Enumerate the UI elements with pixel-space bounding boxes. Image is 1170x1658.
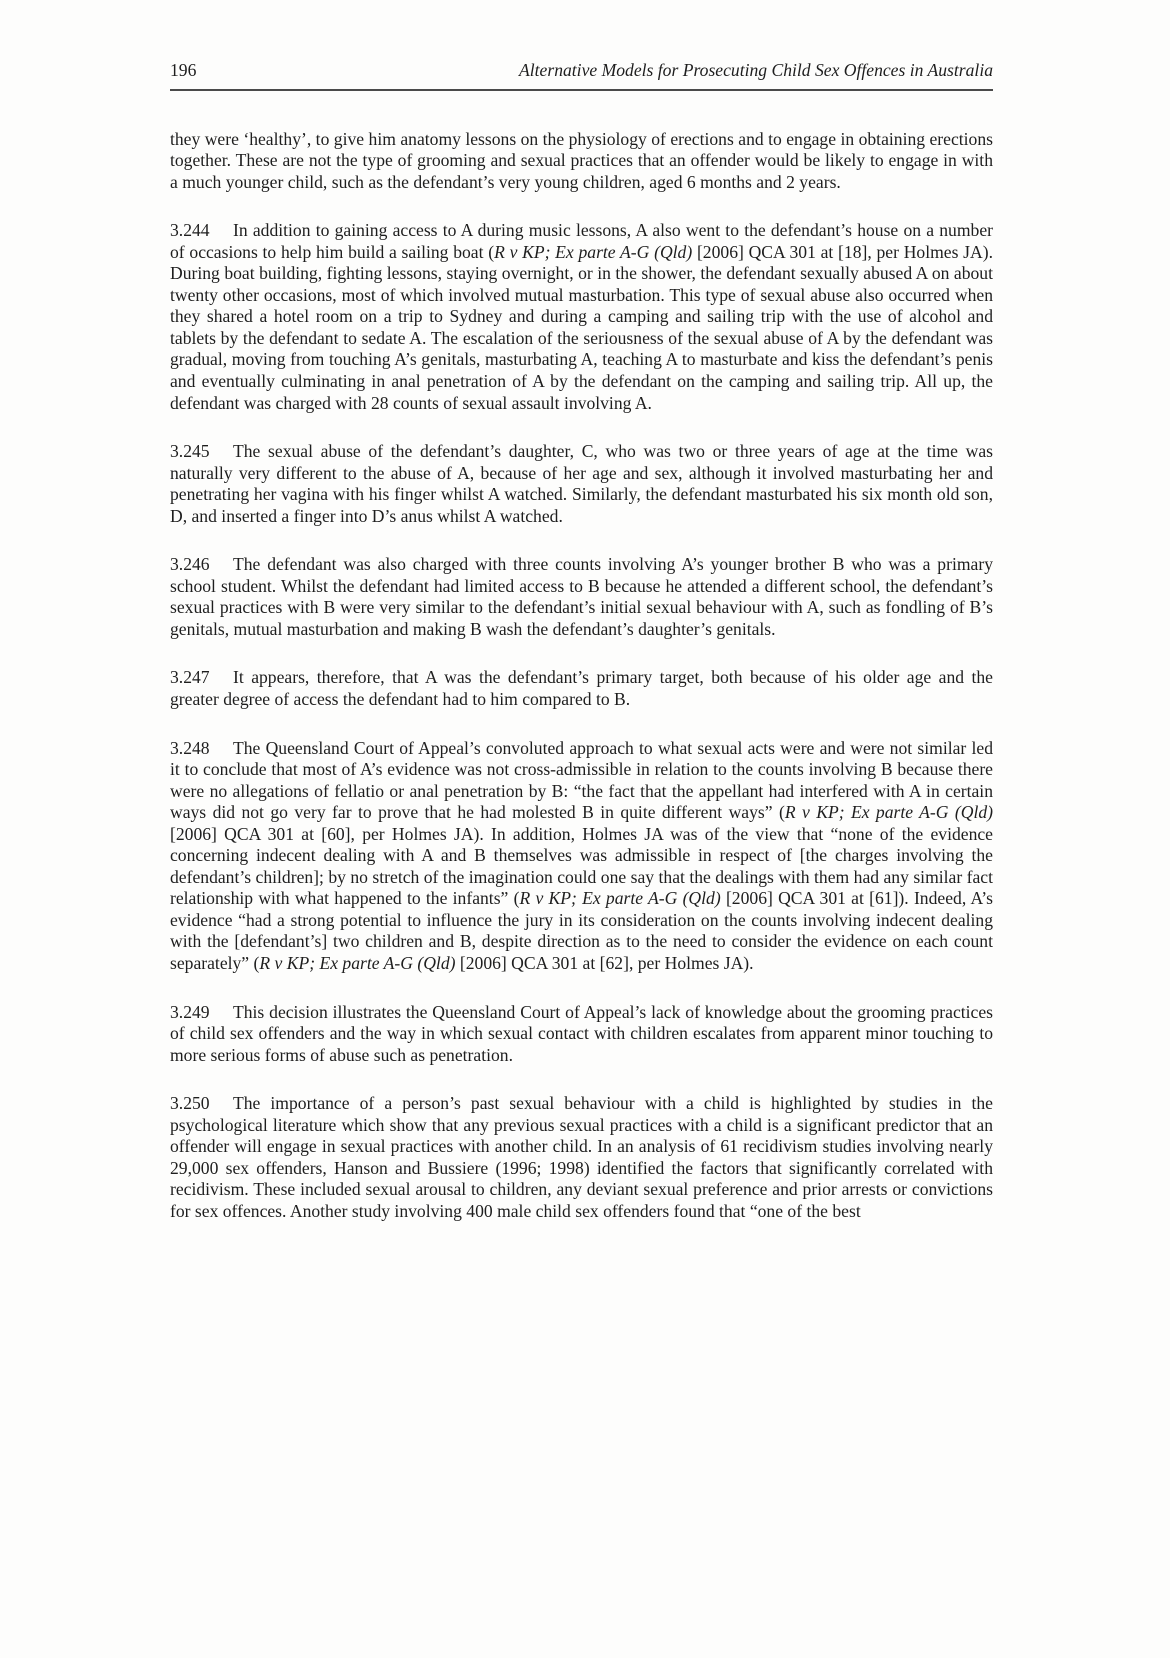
text-run: In addition to gaining access to A during music lessons, A also went to the defendant’s house on a number of occasions to help him build a sailing boat ( <box>170 220 993 262</box>
paragraph <box>170 738 993 975</box>
paragraph <box>170 1093 993 1222</box>
paragraph-number: 3.249 <box>170 1001 210 1022</box>
paragraph-number: 3.247 <box>170 667 210 688</box>
paragraph-number: 3.246 <box>170 554 210 575</box>
text-run: [2006] QCA 301 at [60], per Holmes JA). In addition, Holmes JA was of the view that “none of the evidence concerning indecent dealing with A and B themselves was admissible in respect of [the charges involving the defendant’s children]; by no stretch of the imagination could one say that the dealings with them had any similar fact relationship with what happened to the infants” ( <box>170 823 993 909</box>
paragraph <box>170 667 993 710</box>
case-citation: R v KP; Ex parte A-G (Qld) <box>519 888 721 909</box>
paragraph-number: 3.244 <box>170 220 210 241</box>
text-run: The sexual abuse of the defendant’s daughter, C, who was two or three years of age at the time was naturally very different to the abuse of A, because of her age and sex, although it involved masturbating her and penetrating her vagina with his finger whilst A watched. Similarly, the defendant masturbated his six month old son, D, and inserted a finger into D’s anus whilst A watched. <box>170 441 993 526</box>
document-body <box>170 129 993 1223</box>
paragraph <box>170 554 993 640</box>
case-citation: R v KP; Ex parte A-G (Qld) <box>494 241 693 262</box>
text-run: [2006] QCA 301 at [61]). Indeed, A’s evidence “had a strong potential to influence the jury in its consideration on the counts involving indecent dealing with the [defendant’s] two children and B, despite direction as to the need to consider the evidence on each count separately” ( <box>170 888 993 973</box>
paragraph-number: 3.250 <box>170 1093 210 1114</box>
text-run: This decision illustrates the Queensland Court of Appeal’s lack of knowledge about the grooming practices of child sex offenders and the way in which sexual contact with children escalates from apparent minor touching to more serious forms of abuse such as penetration. <box>170 1001 993 1065</box>
text-run: It appears, therefore, that A was the defendant’s primary target, both because of his older age and the greater degree of access the defendant had to him compared to B. <box>170 667 993 709</box>
text-run: [2006] QCA 301 at [18], per Holmes JA). During boat building, fighting lessons, staying overnight, or in the shower, the defendant sexually abused A on about twenty other occasions, most of which involved mutual masturbation. This type of sexual abuse also occurred when they shared a hotel room on a trip to Sydney and during a camping and sailing trip with the use of alcohol and tablets by the defendant to sedate A. The escalation of the seriousness of the sexual abuse of A by the defendant was gradual, moving from touching A’s genitals, masturbating A, teaching A to masturbate and kiss the defendant’s penis and eventually culminating in anal penetration of A by the defendant on the camping and sailing trip. All up, the defendant was charged with 28 counts of sexual assault involving A. <box>170 241 993 413</box>
case-citation: R v KP; Ex parte A-G (Qld) <box>784 802 993 823</box>
text-run: they were ‘healthy’, to give him anatomy lessons on the physiology of erections and to engage in obtaining erections together. These are not the type of grooming and sexual practices that an offender would be likely to engage in with a much younger child, such as the defendant’s very young children, aged 6 months and 2 years. <box>170 128 993 192</box>
running-title: Alternative Models for Prosecuting Child Sex Offences in Australia <box>519 60 993 80</box>
paragraph <box>170 129 993 194</box>
paragraph <box>170 220 993 414</box>
text-run: [2006] QCA 301 at [62], per Holmes JA). <box>455 953 754 973</box>
page-header <box>170 60 993 91</box>
text-run: The Queensland Court of Appeal’s convoluted approach to what sexual acts were and were not similar led it to conclude that most of A’s evidence was not cross-admissible in relation to the counts involving B because there were no allegations of fellatio or anal penetration by B: “the fact that the appellant had interfered with A in certain ways did not go very far to prove that he had molested B in quite different ways” ( <box>170 737 993 823</box>
page-number: 196 <box>170 60 197 80</box>
paragraph <box>170 441 993 527</box>
text-run: The defendant was also charged with three counts involving A’s younger brother B who was a primary school student. Whilst the defendant had limited access to B because he attended a different school, the defendant’s sexual practices with B were very similar to the defendant’s initial sexual behaviour with A, such as fondling of B’s genitals, mutual masturbation and making B wash the defendant’s daughter’s genitals. <box>170 554 993 639</box>
case-citation: R v KP; Ex parte A-G (Qld) <box>259 953 456 973</box>
text-run: The importance of a person’s past sexual behaviour with a child is highlighted by studies in the psychological literature which show that any previous sexual practices with a child is a significant predictor that an offender will engage in sexual practices with another child. In an analysis of 61 recidivism studies involving nearly 29,000 sex offenders, Hanson and Bussiere (1996; 1998) identified the factors that significantly correlated with recidivism. These included sexual arousal to children, any deviant sexual preference and prior arrests or convictions for sex offences. Another study involving 400 male child sex offenders found that “one of the best <box>170 1093 993 1221</box>
paragraph <box>170 1002 993 1067</box>
paragraph-number: 3.248 <box>170 737 210 758</box>
paragraph-number: 3.245 <box>170 441 210 462</box>
